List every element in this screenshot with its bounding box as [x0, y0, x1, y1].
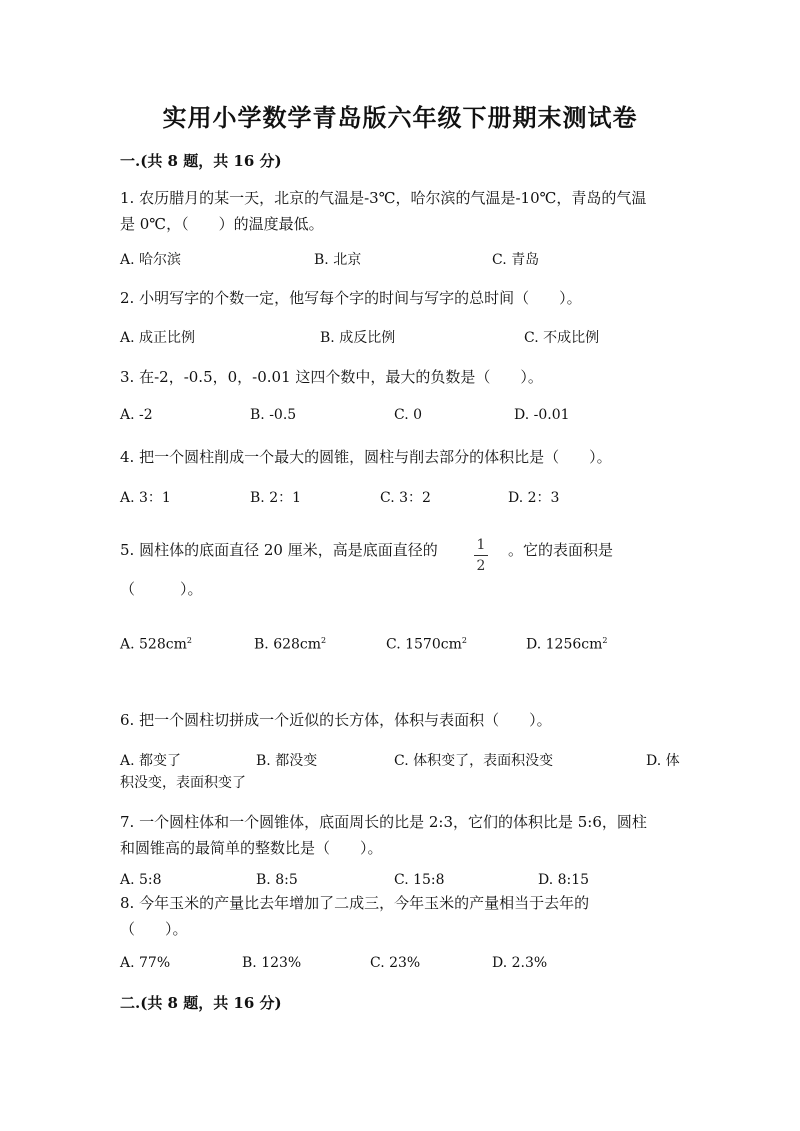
q5-option-d-label: D. 1256cm [526, 636, 603, 653]
question-2: 2. 小明写字的个数一定，他写每个字的时间与写字的总时间（ ）。 [120, 289, 582, 307]
fraction-numerator: 1 [476, 537, 486, 553]
q6-option-c[interactable]: C. 体积变了，表面积没变 [394, 753, 554, 769]
q2-option-c[interactable]: C. 不成比例 [524, 330, 600, 346]
q8-option-b[interactable]: B. 123% [242, 955, 302, 971]
q8-option-a[interactable]: A. 77% [120, 955, 171, 971]
question-7-line-1: 7. 一个圆柱体和一个圆锥体，底面周长的比是 2:3，它们的体积比是 5:6，圆柱 [120, 813, 647, 831]
q5-option-c[interactable] [386, 636, 467, 653]
q6-option-d-wrap: 积没变，表面积变了 [120, 775, 246, 791]
section-heading-2: 二.(共 8 题，共 16 分) [120, 994, 282, 1012]
question-8-line-1: 8. 今年玉米的产量比去年增加了二成三，今年玉米的产量相当于去年的 [120, 894, 590, 912]
q3-option-c[interactable]: C. 0 [394, 407, 423, 423]
question-1-line-2: 是 0℃，（ ）的温度最低。 [120, 215, 324, 233]
page-title: 实用小学数学青岛版六年级下册期末测试卷 [162, 103, 638, 132]
q1-option-a[interactable]: A. 哈尔滨 [120, 252, 182, 268]
question-7-line-2: 和圆锥高的最简单的整数比是（ ）。 [120, 839, 383, 857]
question-5-line-2: （ ）。 [120, 580, 203, 598]
q6-option-d[interactable]: D. 体 [646, 753, 680, 769]
fraction-one-half [474, 537, 488, 574]
q2-option-a[interactable]: A. 成正比例 [120, 330, 196, 346]
question-7 [120, 809, 680, 861]
q1-option-b[interactable]: B. 北京 [314, 252, 362, 268]
q5-option-b[interactable] [254, 636, 326, 653]
question-4: 4. 把一个圆柱削成一个最大的圆锥，圆柱与削去部分的体积比是（ ）。 [120, 448, 612, 466]
question-6: 6. 把一个圆柱切拼成一个近似的长方体，体积与表面积（ ）。 [120, 711, 552, 729]
q5-option-d[interactable] [526, 636, 607, 653]
fraction-denominator: 2 [476, 558, 486, 574]
q4-option-d[interactable]: D. 2：3 [508, 490, 560, 506]
q4-option-c[interactable]: C. 3：2 [380, 490, 431, 506]
q1-option-c[interactable]: C. 青岛 [492, 252, 540, 268]
question-1-line-1: 1. 农历腊月的某一天，北京的气温是-3℃，哈尔滨的气温是-10℃，青岛的气温 [120, 189, 647, 207]
q7-option-c[interactable]: C. 15:8 [394, 872, 445, 888]
unit-superscript: 2 [186, 636, 192, 645]
question-5-text-a: 5. 圆柱体的底面直径 20 厘米，高是底面直径的 [120, 541, 438, 559]
question-5-text-b: 。它的表面积是 [508, 541, 614, 559]
q8-option-c[interactable]: C. 23% [370, 955, 421, 971]
section-heading-1: 一.(共 8 题，共 16 分) [120, 152, 282, 170]
q5-option-a[interactable] [120, 636, 192, 653]
unit-superscript: 2 [321, 636, 327, 645]
q2-option-b[interactable]: B. 成反比例 [320, 330, 396, 346]
q4-option-a[interactable]: A. 3：1 [120, 490, 171, 506]
q5-option-a-label: A. 528cm [120, 636, 187, 653]
fraction-bar [474, 555, 488, 556]
q6-option-b[interactable]: B. 都没变 [256, 753, 318, 769]
q5-option-b-label: B. 628cm [254, 636, 322, 653]
question-8 [120, 890, 680, 942]
q5-option-c-label: C. 1570cm [386, 636, 462, 653]
q6-option-a[interactable]: A. 都变了 [120, 753, 182, 769]
question-1 [120, 185, 680, 237]
unit-superscript: 2 [461, 636, 467, 645]
q3-option-d[interactable]: D. -0.01 [514, 407, 570, 423]
q3-option-a[interactable]: A. -2 [120, 407, 153, 423]
q7-option-d[interactable]: D. 8:15 [538, 872, 590, 888]
q4-option-b[interactable]: B. 2：1 [250, 490, 302, 506]
question-8-line-2: （ ）。 [120, 920, 188, 938]
unit-superscript: 2 [602, 636, 608, 645]
question-3: 3. 在-2，-0.5，0，-0.01 这四个数中，最大的负数是（ ）。 [120, 368, 543, 386]
q3-option-b[interactable]: B. -0.5 [250, 407, 297, 423]
q7-option-b[interactable]: B. 8:5 [256, 872, 298, 888]
q7-option-a[interactable]: A. 5:8 [120, 872, 162, 888]
q8-option-d[interactable]: D. 2.3% [492, 955, 548, 971]
